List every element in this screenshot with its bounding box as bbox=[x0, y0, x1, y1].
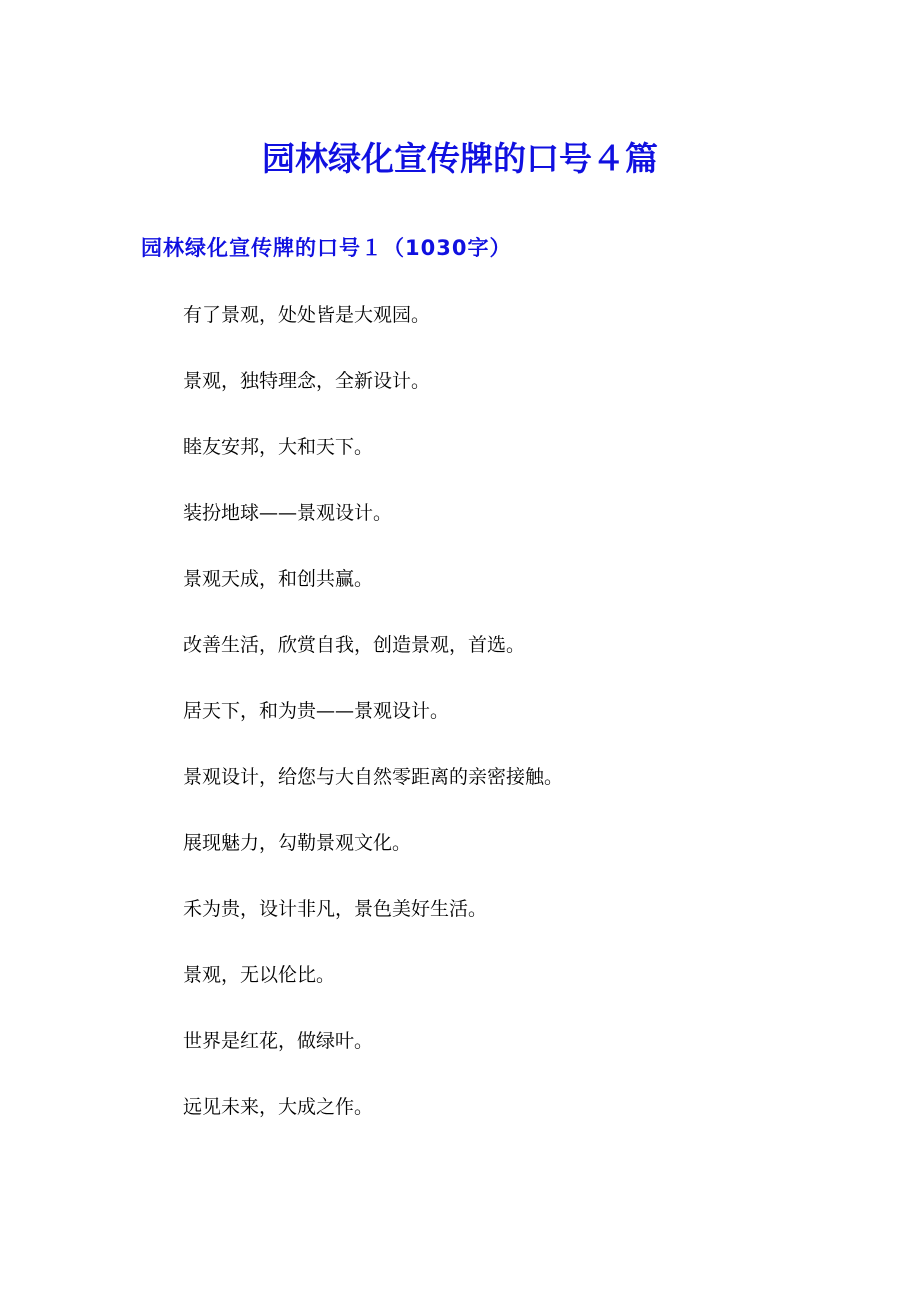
slogan-line: 景观天成，和创共赢。 bbox=[183, 568, 374, 590]
slogan-line: 居天下，和为贵——景观设计。 bbox=[183, 700, 450, 722]
slogan-line: 展现魅力，勾勒景观文化。 bbox=[183, 832, 412, 854]
slogan-line: 装扮地球——景观设计。 bbox=[183, 502, 393, 524]
slogan-line: 远见未来，大成之作。 bbox=[183, 1096, 374, 1118]
slogan-line: 世界是红花，做绿叶。 bbox=[183, 1030, 374, 1052]
slogan-line: 睦友安邦，大和天下。 bbox=[183, 436, 374, 458]
slogan-list bbox=[183, 298, 563, 1156]
slogan-line: 景观设计，给您与大自然零距离的亲密接触。 bbox=[183, 766, 564, 788]
section-heading: 园林绿化宣传牌的口号１（1030字） bbox=[141, 236, 512, 260]
slogan-line: 有了景观，处处皆是大观园。 bbox=[183, 304, 431, 326]
slogan-line: 改善生活，欣赏自我，创造景观，首选。 bbox=[183, 634, 526, 656]
slogan-line: 禾为贵，设计非凡，景色美好生活。 bbox=[183, 898, 488, 920]
document-title: 园林绿化宣传牌的口号４篇 bbox=[262, 139, 658, 178]
slogan-line: 景观，独特理念，全新设计。 bbox=[183, 370, 431, 392]
slogan-line: 景观，无以伦比。 bbox=[183, 964, 336, 986]
